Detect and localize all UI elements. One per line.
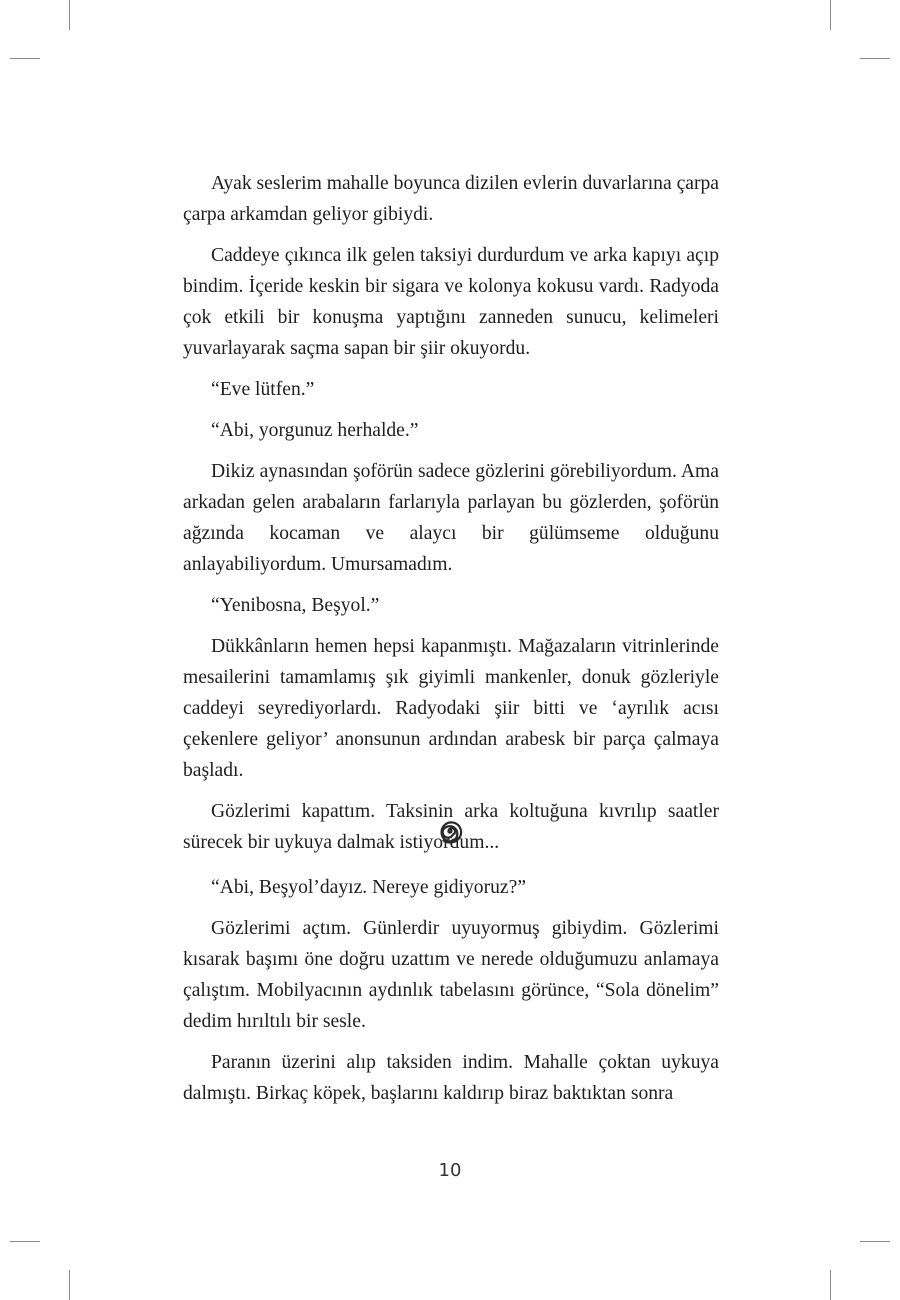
paragraph: “Abi, yorgunuz herhalde.” <box>211 420 419 441</box>
crop-mark <box>830 1270 831 1300</box>
paragraph: Gözlerimi açtım. Günlerdir uyuyormuş gibiydim. Gözlerimi kısarak başımı öne doğru uzattım ve nerede olduğumuzu anlamaya çalıştım. Mobilyacının aydınlık tabelasını görünce, “Sola dönelim” dedim hırıltılı bir sesle. <box>183 918 719 1032</box>
crop-mark <box>69 0 70 30</box>
spiral-icon <box>435 816 465 846</box>
paragraph: Gözlerimi kapattım. Taksinin arka koltuğuna kıvrılıp saatler sürecek bir uykuya dalmak istiyordum... <box>183 801 719 853</box>
crop-mark <box>69 1270 70 1300</box>
crop-mark <box>10 1241 40 1242</box>
paragraph: Ayak seslerim mahalle boyunca dizilen evlerin duvarlarına çarpa çarpa arkamdan geliyor gibiydi. <box>183 173 719 225</box>
paragraph: Caddeye çıkınca ilk gelen taksiyi durdurdum ve arka kapıyı açıp bindim. İçeride keskin bir sigara ve kolonya kokusu vardı. Radyoda çok etkili bir konuşma yaptığını zanneden sunucu, kelimeleri yuvarlayarak saçma sapan bir şiir okuyordu. <box>183 245 719 359</box>
paragraph: “Abi, Beşyol’dayız. Nereye gidiyoruz?” <box>211 877 527 898</box>
paragraph: Paranın üzerini alıp taksiden indim. Mahalle çoktan uykuya dalmıştı. Birkaç köpek, başlarını kaldırıp biraz baktıktan sonra <box>183 1052 719 1104</box>
text-block-top <box>183 168 719 868</box>
page-number: 10 <box>438 1160 462 1181</box>
crop-mark <box>830 0 831 30</box>
crop-mark <box>860 1241 890 1242</box>
paragraph: “Eve lütfen.” <box>211 379 315 400</box>
crop-mark <box>10 58 40 59</box>
paragraph: “Yenibosna, Beşyol.” <box>211 595 380 616</box>
paragraph: Dikiz aynasından şoförün sadece gözlerini görebiliyordum. Ama arkadan gelen arabaların farlarıyla parlayan bu gözlerden, şoförün ağzında kocaman ve alaycı bir gülümseme olduğunu anlayabiliyordum. Umursamadım. <box>183 461 719 575</box>
paragraph: Dükkânların hemen hepsi kapanmıştı. Mağazaların vitrinlerinde mesailerini tamamlamış şık giyimli mankenler, donuk gözleriyle caddeyi seyrediyorlardı. Radyodaki şiir bitti ve ‘ayrılık acısı çekenlere geliyor’ anonsunun ardından arabesk bir parça çalmaya başladı. <box>183 636 719 781</box>
crop-mark <box>860 58 890 59</box>
text-block-bottom <box>183 872 719 1119</box>
